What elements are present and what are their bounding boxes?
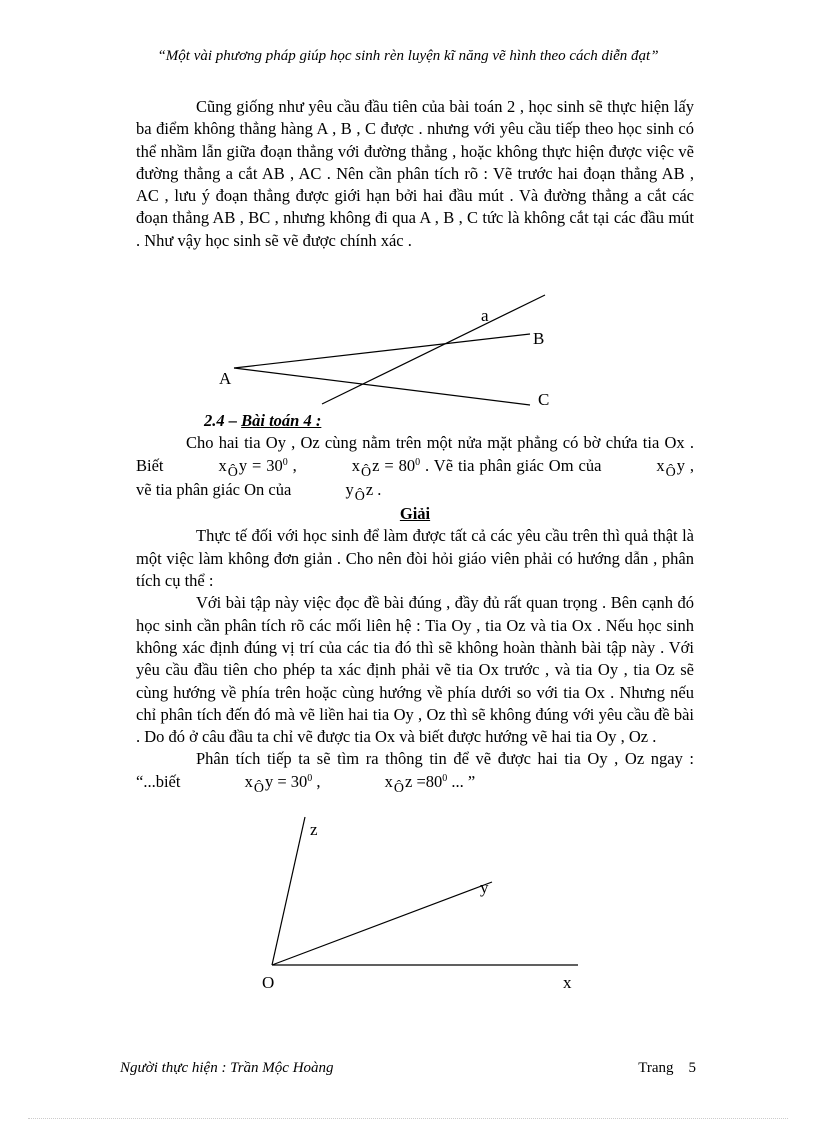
angle-xoz: $x_Ôz$ [351, 455, 380, 480]
problem-statement: Cho hai tia Oy , Oz cùng nằm trên một nửa mặt phẳng có bờ chứa tia Ox . Biết $x_Ôy = 30^0$ , $x_Ôz = 80^0$ . Vẽ tia phân giác Om của $x_Ôy$ , vẽ tia phân giác On của $y_Ôz$ . [136, 433, 695, 504]
angle-xoz: $x_Ôz$ [384, 771, 413, 796]
paragraph-4: Phân tích tiếp ta sẽ tìm ra thông tin để vẽ được hai tia Oy , Oz ngay : “...biết $x_Ôy = 30^0$ , $x_Ôz =80^0$ ... ” [136, 749, 694, 796]
label-A: A [219, 369, 232, 388]
ray-Oy [272, 882, 492, 965]
label-a: a [481, 306, 489, 325]
solution-heading: Giải [399, 504, 431, 524]
paragraph-2: Thực tế đối với học sinh để làm được tất cả các yêu cầu trên thì quả thật là một việc làm không đơn giản . Cho nên đòi hỏi giáo viên phải có hướng dẫn , phân tích cụ thể : [136, 526, 694, 591]
ray-Oz [272, 817, 305, 965]
paragraph-1: Cũng giống như yêu cầu đầu tiên của bài toán 2 , học sinh sẽ thực hiện lấy ba điểm không thẳng hàng A , B , C được . nhưng với yêu cầu tiếp theo học sinh có thể nhầm lẫn giữa đoạn thẳng với đường thẳng , hoặc không thực hiện được việc vẽ đường thẳng a cắt AB , AC . Nên cần phân tích rõ : Vẽ trước hai đoạn thẳng AB , AC , lưu ý đoạn thẳng được giới hạn bởi hai đầu mút . Và đường thẳng a cắt các đoạn thẳng AB , BC , nhưng không đi qua A , B , C tức là không cắt tại các đầu mút . Như vậy học sinh sẽ vẽ được chính xác . [136, 97, 694, 250]
footer-page-number: Trang 5 [638, 1060, 696, 1076]
angle-xoy: $x_Ôy$ [218, 455, 248, 480]
label-O: O [262, 973, 275, 992]
angle-xoy: $x_Ôy$ [244, 771, 274, 796]
label-x: x [563, 973, 572, 992]
section-heading: 2.4 – Bài toán 4 : [204, 411, 322, 430]
footer-author: Người thực hiện : Trần Mộc Hoàng [120, 1060, 334, 1076]
page-header: “Một vài phương pháp giúp học sinh rèn luyện kĩ năng vẽ hình theo cách diễn đạt” [157, 48, 659, 64]
paragraph-3: Với bài tập này việc đọc đề bài đúng , đầy đủ rất quan trọng . Bên cạnh đó học sinh cần phân tích rõ các mối liên hệ : Tia Oy , tia Oz và tia Ox . Nếu học sinh không xác định đúng vị trí của các tia đó thì sẽ không hoàn thành bài tập này . Với yêu cầu đầu tiên cho phép ta xác định phải vẽ tia Ox trước , và tia Oy , tia Oz sẽ cùng hướng về phía trên hoặc cùng hướng về phía dưới so với tia Ox . Nhưng nếu chỉ phân tích đến đó mà vẽ liền hai tia Oy , Oz thì sẽ không đúng với yêu cầu đề bài . Do đó ở câu đầu ta chỉ vẽ được tia Ox và biết được hướng vẽ hai tia Oy , Oz . [136, 593, 694, 747]
angle-xoy: $x_Ôy$ [656, 455, 685, 480]
label-B: B [533, 329, 545, 348]
angle-yoz: $y_Ôz$ [345, 479, 374, 504]
page-bottom-border [28, 1118, 788, 1119]
label-z: z [310, 820, 318, 839]
label-y: y [480, 878, 489, 897]
label-C: C [538, 390, 550, 409]
